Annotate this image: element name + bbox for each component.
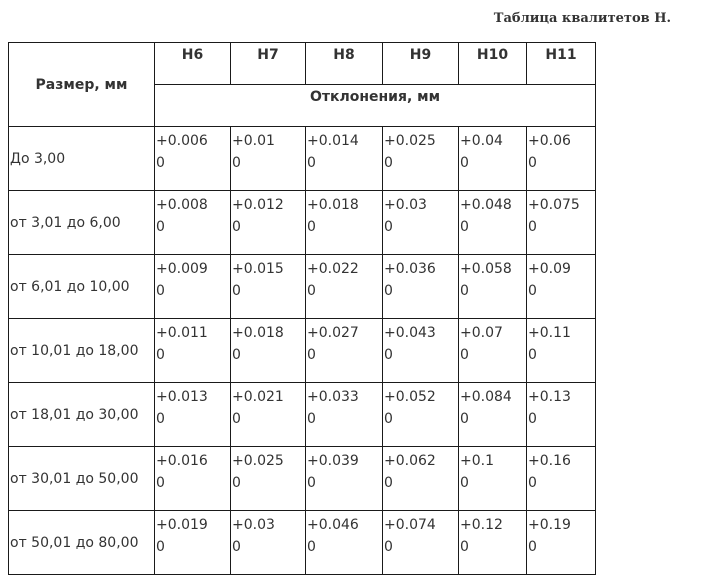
grade-header-h10: H10 xyxy=(459,43,527,85)
size-range-cell: До 3,00 xyxy=(9,127,155,191)
upper-deviation: +0.09 xyxy=(528,261,571,277)
lower-deviation: 0 xyxy=(232,475,241,491)
lower-deviation: 0 xyxy=(232,411,241,427)
upper-deviation: +0.025 xyxy=(232,453,284,469)
lower-deviation: 0 xyxy=(232,539,241,555)
upper-deviation: +0.06 xyxy=(528,133,571,149)
upper-deviation: +0.011 xyxy=(156,325,208,341)
upper-deviation: +0.052 xyxy=(384,389,436,405)
upper-deviation: +0.1 xyxy=(460,453,494,469)
table-row xyxy=(9,127,596,191)
deviation-cell-h9 xyxy=(383,383,459,447)
lower-deviation: 0 xyxy=(307,475,316,491)
deviation-cell-h8 xyxy=(306,511,383,575)
upper-deviation: +0.11 xyxy=(528,325,571,341)
upper-deviation: +0.13 xyxy=(528,389,571,405)
upper-deviation: +0.025 xyxy=(384,133,436,149)
upper-deviation: +0.046 xyxy=(307,517,359,533)
lower-deviation: 0 xyxy=(528,155,537,171)
upper-deviation: +0.19 xyxy=(528,517,571,533)
lower-deviation: 0 xyxy=(528,283,537,299)
lower-deviation: 0 xyxy=(460,475,469,491)
grade-header-h7: H7 xyxy=(231,43,306,85)
deviation-cell-h10 xyxy=(459,383,527,447)
deviation-cell-h8 xyxy=(306,191,383,255)
table-row xyxy=(9,383,596,447)
upper-deviation: +0.013 xyxy=(156,389,208,405)
upper-deviation: +0.039 xyxy=(307,453,359,469)
lower-deviation: 0 xyxy=(232,155,241,171)
deviation-cell-h7 xyxy=(231,383,306,447)
deviation-cell-h6 xyxy=(155,255,231,319)
upper-deviation: +0.074 xyxy=(384,517,436,533)
lower-deviation: 0 xyxy=(156,283,165,299)
deviation-cell-h9 xyxy=(383,127,459,191)
deviation-cell-h11 xyxy=(527,255,596,319)
deviation-cell-h11 xyxy=(527,319,596,383)
deviation-cell-h6 xyxy=(155,383,231,447)
lower-deviation: 0 xyxy=(156,475,165,491)
lower-deviation: 0 xyxy=(460,411,469,427)
deviation-cell-h11 xyxy=(527,447,596,511)
lower-deviation: 0 xyxy=(528,475,537,491)
upper-deviation: +0.01 xyxy=(232,133,275,149)
lower-deviation: 0 xyxy=(460,219,469,235)
lower-deviation: 0 xyxy=(307,411,316,427)
lower-deviation: 0 xyxy=(307,155,316,171)
deviation-cell-h7 xyxy=(231,447,306,511)
upper-deviation: +0.062 xyxy=(384,453,436,469)
deviations-header: Отклонения, мм xyxy=(155,85,596,127)
upper-deviation: +0.036 xyxy=(384,261,436,277)
upper-deviation: +0.022 xyxy=(307,261,359,277)
lower-deviation: 0 xyxy=(528,219,537,235)
table-row xyxy=(9,191,596,255)
deviation-cell-h7 xyxy=(231,319,306,383)
lower-deviation: 0 xyxy=(460,347,469,363)
lower-deviation: 0 xyxy=(156,411,165,427)
deviation-cell-h6 xyxy=(155,447,231,511)
lower-deviation: 0 xyxy=(307,539,316,555)
table-row xyxy=(9,319,596,383)
upper-deviation: +0.075 xyxy=(528,197,580,213)
lower-deviation: 0 xyxy=(156,347,165,363)
lower-deviation: 0 xyxy=(384,539,393,555)
deviation-cell-h8 xyxy=(306,255,383,319)
deviation-cell-h6 xyxy=(155,319,231,383)
grade-header-h6: H6 xyxy=(155,43,231,85)
upper-deviation: +0.021 xyxy=(232,389,284,405)
lower-deviation: 0 xyxy=(384,475,393,491)
upper-deviation: +0.027 xyxy=(307,325,359,341)
size-range-cell: от 3,01 до 6,00 xyxy=(9,191,155,255)
deviation-cell-h11 xyxy=(527,191,596,255)
deviation-cell-h6 xyxy=(155,511,231,575)
deviation-cell-h7 xyxy=(231,255,306,319)
upper-deviation: +0.012 xyxy=(232,197,284,213)
deviation-cell-h7 xyxy=(231,127,306,191)
lower-deviation: 0 xyxy=(460,155,469,171)
upper-deviation: +0.04 xyxy=(460,133,503,149)
deviation-cell-h8 xyxy=(306,447,383,511)
upper-deviation: +0.006 xyxy=(156,133,208,149)
lower-deviation: 0 xyxy=(460,283,469,299)
lower-deviation: 0 xyxy=(232,347,241,363)
lower-deviation: 0 xyxy=(156,539,165,555)
tolerance-table xyxy=(8,42,596,575)
grade-header-h9: H9 xyxy=(383,43,459,85)
table-row xyxy=(9,447,596,511)
lower-deviation: 0 xyxy=(384,155,393,171)
upper-deviation: +0.019 xyxy=(156,517,208,533)
deviation-cell-h9 xyxy=(383,447,459,511)
lower-deviation: 0 xyxy=(156,219,165,235)
deviation-cell-h8 xyxy=(306,127,383,191)
size-column-header: Размер, мм xyxy=(9,43,155,127)
lower-deviation: 0 xyxy=(528,539,537,555)
deviation-cell-h10 xyxy=(459,319,527,383)
size-range-cell: от 50,01 до 80,00 xyxy=(9,511,155,575)
deviation-cell-h9 xyxy=(383,319,459,383)
lower-deviation: 0 xyxy=(528,411,537,427)
lower-deviation: 0 xyxy=(232,283,241,299)
upper-deviation: +0.009 xyxy=(156,261,208,277)
lower-deviation: 0 xyxy=(460,539,469,555)
table-row xyxy=(9,511,596,575)
deviation-cell-h11 xyxy=(527,383,596,447)
table-caption: Таблица квалитетов Н. xyxy=(493,11,671,26)
lower-deviation: 0 xyxy=(384,411,393,427)
deviation-cell-h8 xyxy=(306,319,383,383)
upper-deviation: +0.018 xyxy=(232,325,284,341)
upper-deviation: +0.07 xyxy=(460,325,503,341)
table-row xyxy=(9,255,596,319)
deviation-cell-h11 xyxy=(527,511,596,575)
deviation-cell-h11 xyxy=(527,127,596,191)
upper-deviation: +0.03 xyxy=(384,197,427,213)
upper-deviation: +0.016 xyxy=(156,453,208,469)
lower-deviation: 0 xyxy=(232,219,241,235)
deviation-cell-h10 xyxy=(459,191,527,255)
upper-deviation: +0.014 xyxy=(307,133,359,149)
deviation-cell-h10 xyxy=(459,255,527,319)
upper-deviation: +0.043 xyxy=(384,325,436,341)
upper-deviation: +0.048 xyxy=(460,197,512,213)
deviation-cell-h10 xyxy=(459,511,527,575)
deviation-cell-h8 xyxy=(306,383,383,447)
size-range-cell: от 6,01 до 10,00 xyxy=(9,255,155,319)
lower-deviation: 0 xyxy=(528,347,537,363)
deviation-cell-h7 xyxy=(231,511,306,575)
deviation-cell-h10 xyxy=(459,447,527,511)
deviation-cell-h9 xyxy=(383,191,459,255)
upper-deviation: +0.084 xyxy=(460,389,512,405)
size-range-cell: от 18,01 до 30,00 xyxy=(9,383,155,447)
size-range-cell: от 10,01 до 18,00 xyxy=(9,319,155,383)
deviation-cell-h9 xyxy=(383,511,459,575)
lower-deviation: 0 xyxy=(384,219,393,235)
lower-deviation: 0 xyxy=(307,283,316,299)
upper-deviation: +0.12 xyxy=(460,517,503,533)
lower-deviation: 0 xyxy=(384,347,393,363)
header-row-grades xyxy=(9,43,596,85)
grade-header-h11: H11 xyxy=(527,43,596,85)
deviation-cell-h9 xyxy=(383,255,459,319)
lower-deviation: 0 xyxy=(307,347,316,363)
grade-header-h8: H8 xyxy=(306,43,383,85)
upper-deviation: +0.033 xyxy=(307,389,359,405)
deviation-cell-h10 xyxy=(459,127,527,191)
size-range-cell: от 30,01 до 50,00 xyxy=(9,447,155,511)
upper-deviation: +0.03 xyxy=(232,517,275,533)
upper-deviation: +0.16 xyxy=(528,453,571,469)
upper-deviation: +0.008 xyxy=(156,197,208,213)
deviation-cell-h7 xyxy=(231,191,306,255)
lower-deviation: 0 xyxy=(156,155,165,171)
lower-deviation: 0 xyxy=(307,219,316,235)
lower-deviation: 0 xyxy=(384,283,393,299)
deviation-cell-h6 xyxy=(155,127,231,191)
upper-deviation: +0.018 xyxy=(307,197,359,213)
upper-deviation: +0.015 xyxy=(232,261,284,277)
upper-deviation: +0.058 xyxy=(460,261,512,277)
deviation-cell-h6 xyxy=(155,191,231,255)
